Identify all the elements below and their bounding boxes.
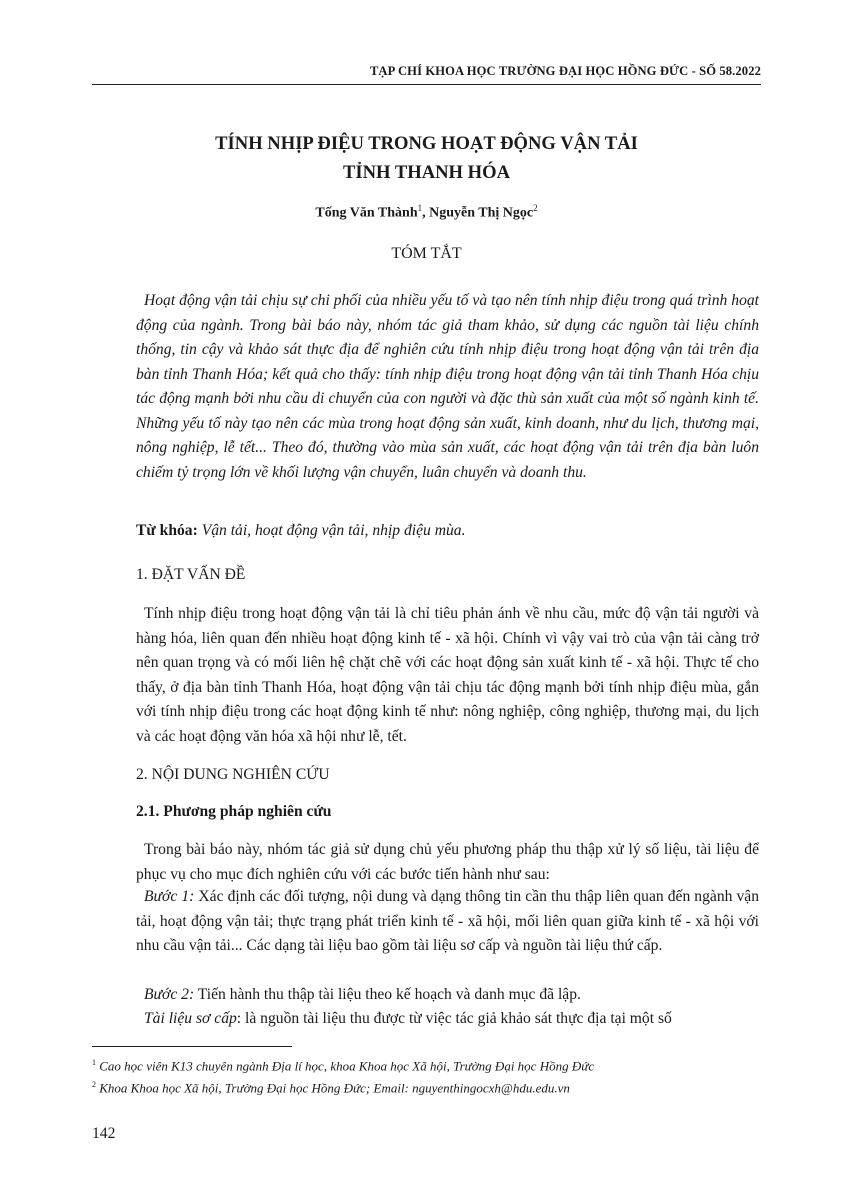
author-line — [92, 203, 761, 222]
footnote-divider — [92, 1046, 292, 1047]
method-intro: Trong bài báo này, nhóm tác giả sử dụng chủ yếu phương pháp thu thập xử lý số liệu, tài liệu để phục vụ cho mục đích nghiên cứu với các bước tiến hành như sau: — [136, 841, 759, 883]
step-1-label: Bước 1: — [144, 888, 195, 905]
author-2: Nguyễn Thị Ngọc — [429, 205, 534, 221]
subsection-2-1-heading: 2.1. Phương pháp nghiên cứu — [136, 803, 332, 820]
author-2-mark: 2 — [533, 203, 538, 213]
step-2-label: Bước 2: — [144, 986, 195, 1003]
author-1-mark: 1 — [417, 203, 423, 213]
footnote-2 — [92, 1080, 570, 1096]
primary-sources-paragraph — [136, 1007, 759, 1032]
journal-header: TẠP CHÍ KHOA HỌC TRƯỜNG ĐẠI HỌC HỒNG ĐỨC - SỐ 58.2022 — [92, 64, 761, 85]
primary-sources-text: : là nguồn tài liệu thu được từ việc tác giả khảo sát thực địa tại một số — [236, 1010, 672, 1027]
keywords-text: Vận tải, hoạt động vận tải, nhịp điệu mùa. — [197, 522, 466, 539]
step-1-text: Xác định các đối tượng, nội dung và dạng thông tin cần thu thập liên quan đến ngành vận tải, hoạt động vận tải; thực trạng phát triển kinh tế - xã hội, mối liên quan giữa kinh tế - xã hội với nhu cầu vận tải... Các dạng tài liệu bao gồm tài liệu sơ cấp và nguồn tài liệu thứ cấp. — [136, 888, 760, 954]
section-1-heading: 1. ĐẶT VẤN ĐỀ — [136, 566, 246, 583]
title-line-2: TỈNH THANH HÓA — [342, 162, 511, 183]
footnote-2-mark: 2 — [92, 1080, 96, 1089]
primary-sources-label: Tài liệu sơ cấp — [144, 1010, 237, 1027]
keywords-label: Từ khóa: — [136, 522, 198, 539]
step-1-paragraph — [136, 885, 759, 959]
footnote-1 — [92, 1058, 594, 1074]
step-2-text: Tiến hành thu thập tài liệu theo kế hoạch và danh mục đã lập. — [194, 986, 581, 1003]
footnote-1-mark: 1 — [92, 1058, 96, 1067]
article-title — [92, 129, 761, 187]
page-number: 142 — [92, 1125, 116, 1142]
footnote-2-text: Khoa Khoa học Xã hội, Trường Đại học Hồng Đức; Email: nguyenthingocxh@hdu.edu.vn — [96, 1080, 570, 1096]
title-line-1: TÍNH NHỊP ĐIỆU TRONG HOẠT ĐỘNG VẬN TẢI — [215, 133, 638, 154]
abstract-heading: TÓM TẮT — [391, 245, 462, 262]
keywords — [136, 522, 465, 540]
step-2-paragraph — [136, 983, 759, 1008]
author-separator: , — [422, 205, 430, 221]
footnote-1-text: Cao học viên K13 chuyên ngành Địa lí học, khoa Khoa học Xã hội, Trường Đại học Hồng Đức — [96, 1058, 595, 1074]
section-1-body: Tính nhịp điệu trong hoạt động vận tải là chỉ tiêu phản ánh về nhu cầu, mức độ vận tải người và hàng hóa, liên quan đến nhiều hoạt động kinh tế - xã hội. Chính vì vậy vai trò của vận tải càng trở nên quan trọng và có mối liên hệ chặt chẽ với các hoạt động sản xuất kinh tế - xã hội. Thực tế cho thấy, ở địa bàn tỉnh Thanh Hóa, hoạt động vận tải chịu tác động mạnh bởi tính nhịp điệu mùa, gắn với tính nhịp điệu trong các hoạt động kinh tế như: nông nghiệp, công nghiệp, thương mại, du lịch và các hoạt động văn hóa xã hội như lễ, tết. — [136, 605, 759, 745]
section-2-heading: 2. NỘI DUNG NGHIÊN CỨU — [136, 766, 330, 783]
author-1: Tống Văn Thành — [315, 205, 418, 221]
abstract-body: Hoạt động vận tải chịu sự chi phối của nhiều yếu tố và tạo nên tính nhịp điệu trong quá trình hoạt động của ngành. Trong bài báo này, nhóm tác giả tham khảo, sử dụng các nguồn tài liệu chính thống, tin cậy và khảo sát thực địa để nghiên cứu tính nhịp điệu trong hoạt động vận tải trên địa bàn tỉnh Thanh Hóa; kết quả cho thấy: tính nhịp điệu trong hoạt động vận tải tỉnh Thanh Hóa chịu tác động mạnh bởi nhu cầu di chuyển của con người và đặc thù sản xuất của một số ngành kinh tế. Những yếu tố này tạo nên các mùa trong hoạt động sản xuất, kinh doanh, như du lịch, thương mại, nông nghiệp, lễ tết... Theo đó, thường vào mùa sản xuất, các hoạt động vận tải trên địa bàn luôn chiếm tỷ trọng lớn về khối lượng vận chuyển, luân chuyển và doanh thu. — [136, 292, 759, 481]
